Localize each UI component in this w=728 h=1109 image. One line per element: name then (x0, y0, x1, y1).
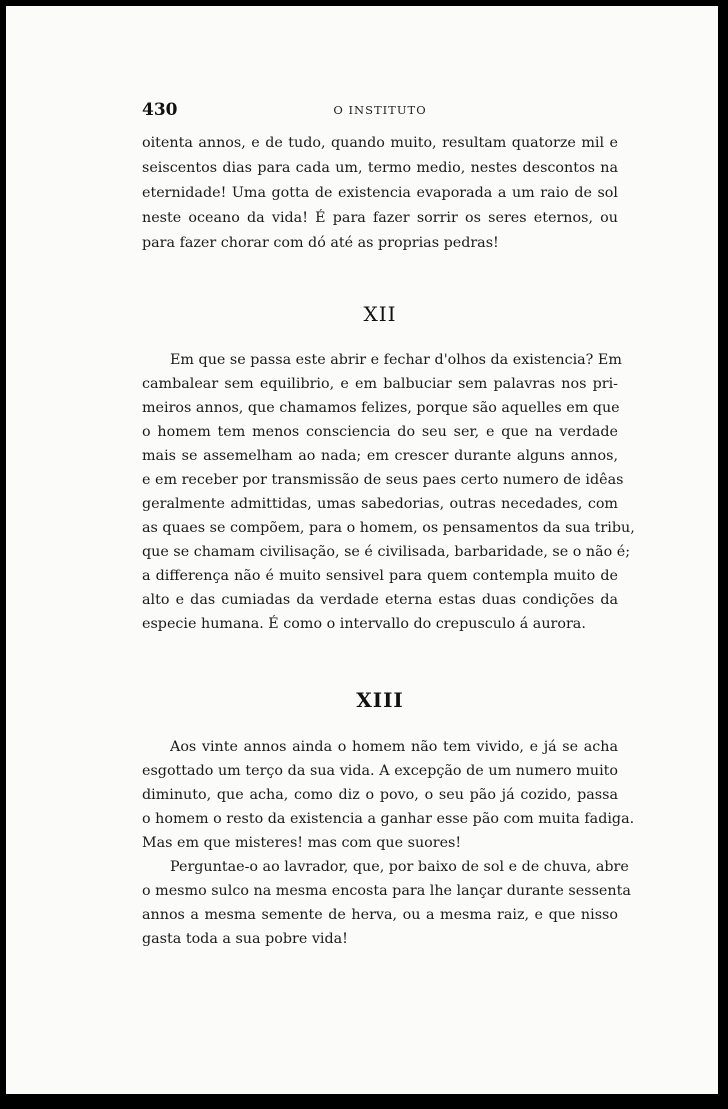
text-line: para fazer chorar com dó até as proprias pedras! (142, 235, 499, 251)
section-heading-xii: XII (363, 302, 397, 326)
section-heading-xiii: XIII (356, 688, 404, 712)
text-line: as quaes se compõem, para o homem, os pensamentos da sua tribu, (142, 520, 635, 536)
text-line: o homem o resto da existencia a ganhar esse pão com muita fadiga. (142, 811, 635, 827)
text-line: diminuto, que acha, como diz o povo, o seu pão já cozido, passa (142, 787, 618, 803)
text-line: Perguntae-o ao lavrador, que, por baixo de sol e de chuva, abre (170, 859, 629, 875)
text-line: annos a mesma semente de herva, ou a mesma raiz, e que nisso (142, 907, 618, 923)
text-line: gasta toda a sua pobre vida! (142, 931, 348, 947)
running-title: O INSTITUTO (333, 103, 427, 117)
text-line: alto e das cumiadas da verdade eterna estas duas condições da (142, 592, 618, 608)
text-line: o homem tem menos consciencia do seu ser, e que na verdade (142, 424, 618, 440)
text-line: a differença não é muito sensivel para quem contempla muito de (142, 568, 618, 584)
text-line: oitenta annos, e de tudo, quando muito, resultam quatorze mil e (142, 135, 618, 151)
text-line: Aos vinte annos ainda o homem não tem vivido, e já se acha (170, 739, 618, 755)
text-line: neste oceano da vida! É para fazer sorrir os seres eternos, ou (142, 210, 618, 226)
text-line: mais se assemelham ao nada; em crescer durante alguns annos, (142, 448, 618, 464)
text-line: especie humana. É como o intervallo do crepusculo á aurora. (142, 616, 586, 632)
text-line: esgottado um terço da sua vida. A excepção de um numero muito (142, 763, 618, 779)
page-number: 430 (142, 100, 178, 120)
text-line: e em receber por transmissão de seus paes certo numero de idêas (142, 472, 624, 488)
document-page (6, 6, 718, 1094)
text-line: o mesmo sulco na mesma encosta para lhe lançar durante sessenta (142, 883, 631, 899)
text-line: seiscentos dias para cada um, termo medio, nestes descontos na (142, 160, 618, 176)
text-line: Mas em que misteres! mas com que suores! (142, 835, 462, 851)
text-line: meiros annos, que chamamos felizes, porque são aquelles em que (142, 400, 620, 416)
text-line: eternidade! Uma gotta de existencia evaporada a um raio de sol (142, 185, 618, 201)
page-header (142, 100, 618, 124)
text-line: que se chamam civilisação, se é civilisada, barbaridade, se o não é; (142, 544, 631, 560)
text-line: geralmente admittidas, umas sabedorias, outras necedades, com (142, 496, 618, 512)
text-line: cambalear sem equilibrio, e em balbuciar sem palavras nos pri- (142, 376, 618, 392)
text-line: Em que se passa este abrir e fechar d'olhos da existencia? Em (170, 352, 622, 368)
